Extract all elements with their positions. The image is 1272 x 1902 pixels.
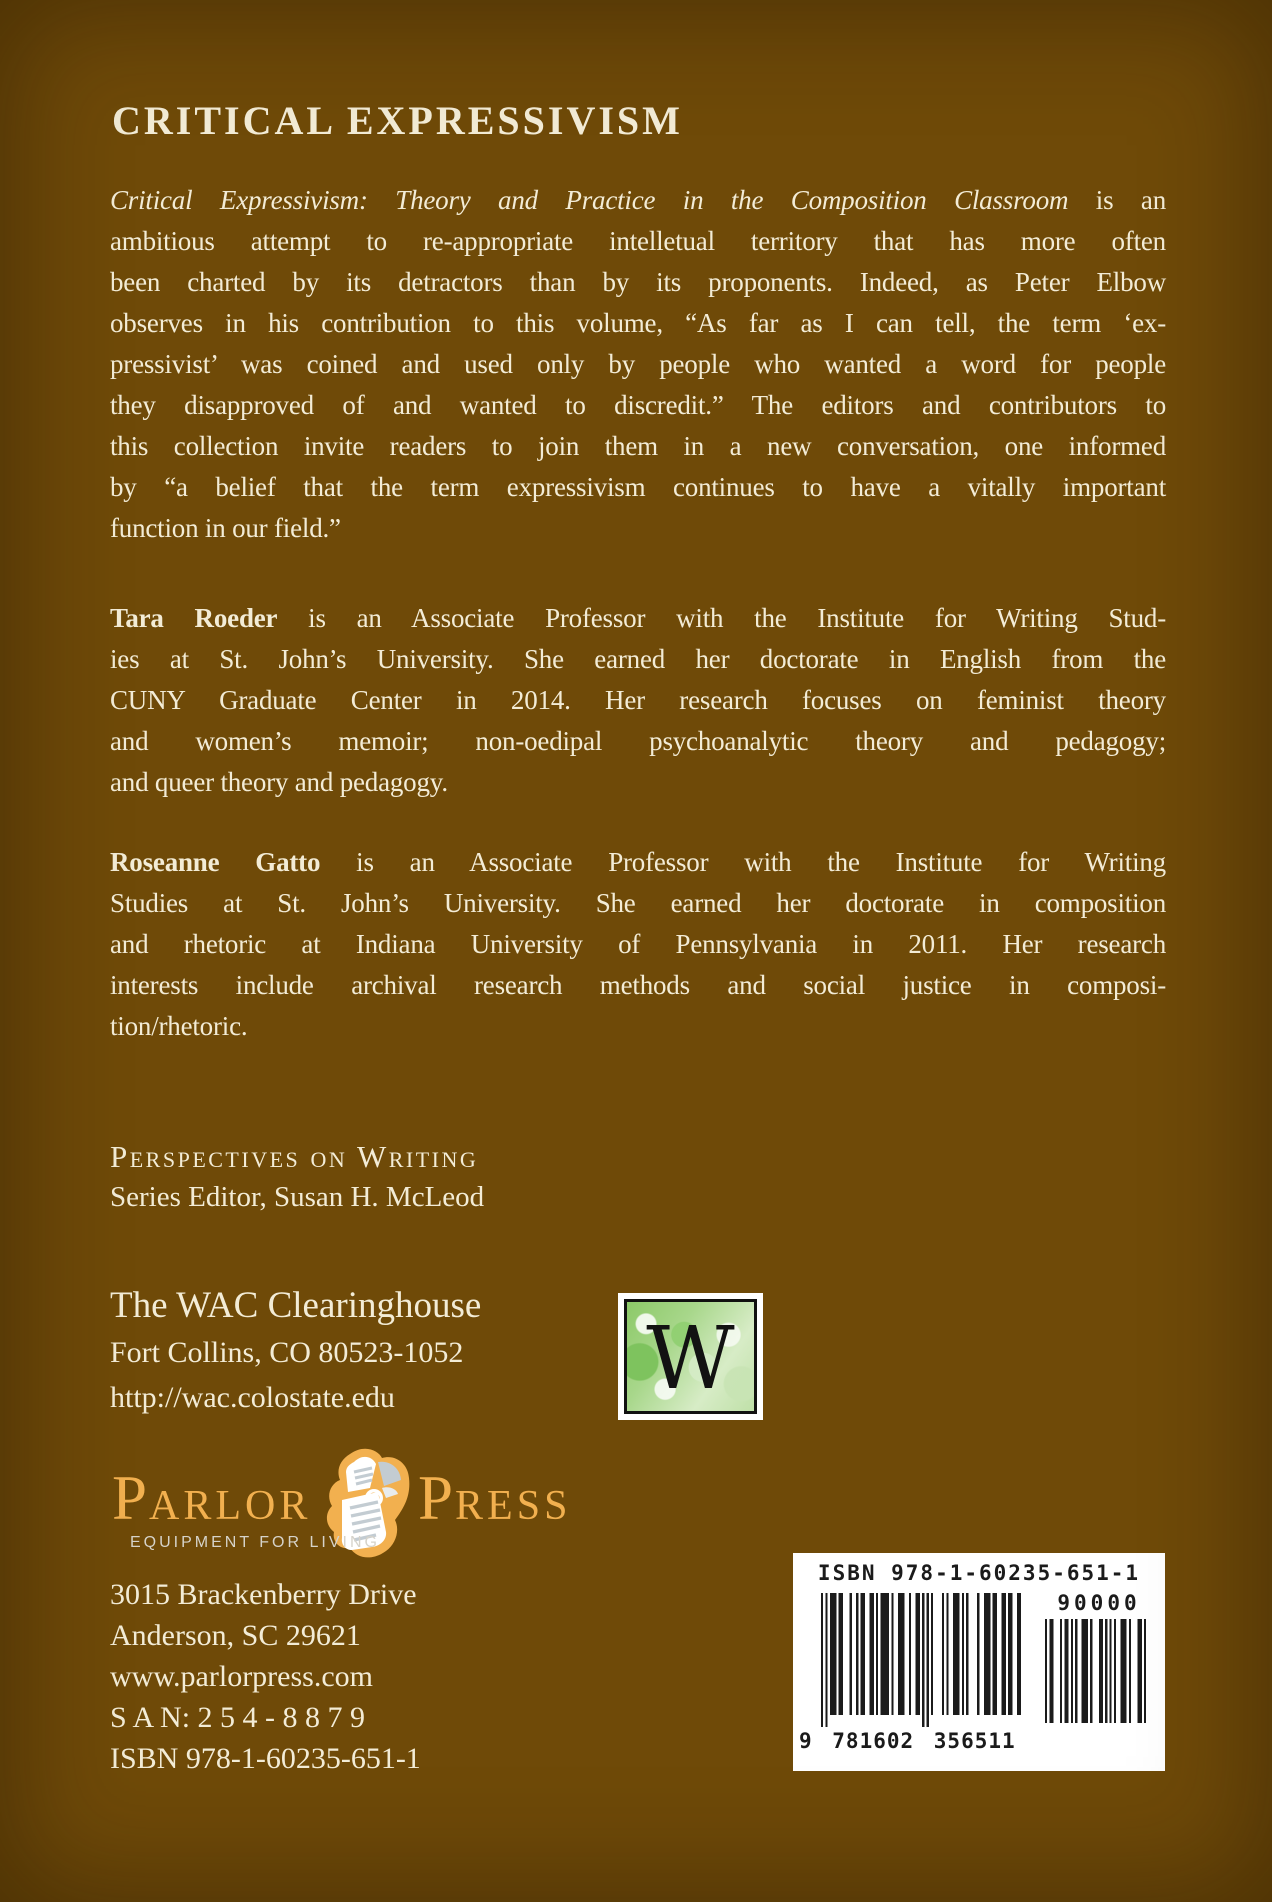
text-line: ambitious attempt to re-appropriate intelletual territory that has more often [110,226,1166,256]
text-line: they disapproved of and wanted to discredit.” The editors and contributors to [110,390,1166,420]
text-line: and queer theory and pedagogy. [110,767,448,797]
ean13-bars [821,1593,1031,1727]
series-block [110,1136,484,1218]
address-city: Anderson, SC 29621 [110,1619,361,1652]
text-line: CUNY Graduate Center in 2014. Her research focuses on feminist theory [110,685,1166,715]
barcode-isbn-label: ISBN 978-1-60235-651-1 [817,1561,1141,1585]
text-line: ies at St. John’s University. She earned her doctorate in English from the [110,644,1166,674]
address-isbn: ISBN 978-1-60235-651-1 [110,1742,421,1775]
text-line: interests include archival research methods and social justice in composi- [110,970,1166,1000]
address-website: www.parlorpress.com [110,1660,373,1693]
publisher-address-block [110,1574,421,1779]
book-title: CRITICAL EXPRESSIVISM [112,98,683,143]
parlor-press-logo [112,1448,672,1568]
barcode-price-code: 90000 [1057,1591,1141,1615]
text-line: by “a belief that the term expressivism continues to have a vitally important [110,472,1166,502]
text-line: Tara Roeder is an Associate Professor with the Institute for Writing Stud- [110,603,1166,633]
author-bio-roseanne-gatto [110,842,1166,1047]
text-line: and women’s memoir; non-oedipal psychoanalytic theory and pedagogy; [110,726,1166,756]
text-line: and rhetoric at Indiana University of Pennsylvania in 2011. Her research [110,929,1166,959]
text-line: Critical Expressivism: Theory and Practice in the Composition Classroom is an [110,185,1166,215]
series-title: Perspectives on Writing [110,1139,479,1174]
text-line: tion/rhetoric. [110,1011,248,1041]
ean5-supplement-bars [1045,1619,1147,1723]
press-wordmark: PRESS [418,1463,572,1533]
text-line: Studies at St. John’s University. She earned her doctorate in composition [110,888,1166,918]
parlor-wordmark: PARLOR [112,1463,312,1533]
series-editor: Series Editor, Susan H. McLeod [110,1181,485,1213]
text-line: function in our field.” [110,513,341,543]
text-line: pressivist’ was coined and used only by people who wanted a word for people [110,349,1166,379]
address-san: S A N: 2 5 4 - 8 8 7 9 [110,1701,366,1734]
author-bio-tara-roeder [110,598,1166,803]
wac-clearinghouse-block [110,1282,481,1420]
barcode-digits: 9 781602 356511 [799,1729,1016,1753]
wac-address: Fort Collins, CO 80523-1052 [110,1336,464,1369]
wac-logo-green-field [624,1299,757,1414]
text-line: Roseanne Gatto is an Associate Professor with the Institute for Writing [110,847,1166,877]
wac-w-letter: W [646,1308,735,1409]
address-street: 3015 Brackenberry Drive [110,1578,417,1611]
parlor-tagline: EQUIPMENT FOR LIVING [130,1534,380,1551]
wac-publisher-name: The WAC Clearinghouse [110,1285,482,1326]
text-line: been charted by its detractors than by its proponents. Indeed, as Peter Elbow [110,267,1166,297]
isbn-barcode [793,1553,1165,1771]
text-line: this collection invite readers to join them in a new conversation, one informed [110,431,1166,461]
text-line: observes in his contribution to this volume, “As far as I can tell, the term ‘ex- [110,308,1166,338]
wac-url: http://wac.colostate.edu [110,1381,395,1414]
wac-logo-icon [618,1293,763,1420]
blurb-paragraph [110,180,1166,549]
